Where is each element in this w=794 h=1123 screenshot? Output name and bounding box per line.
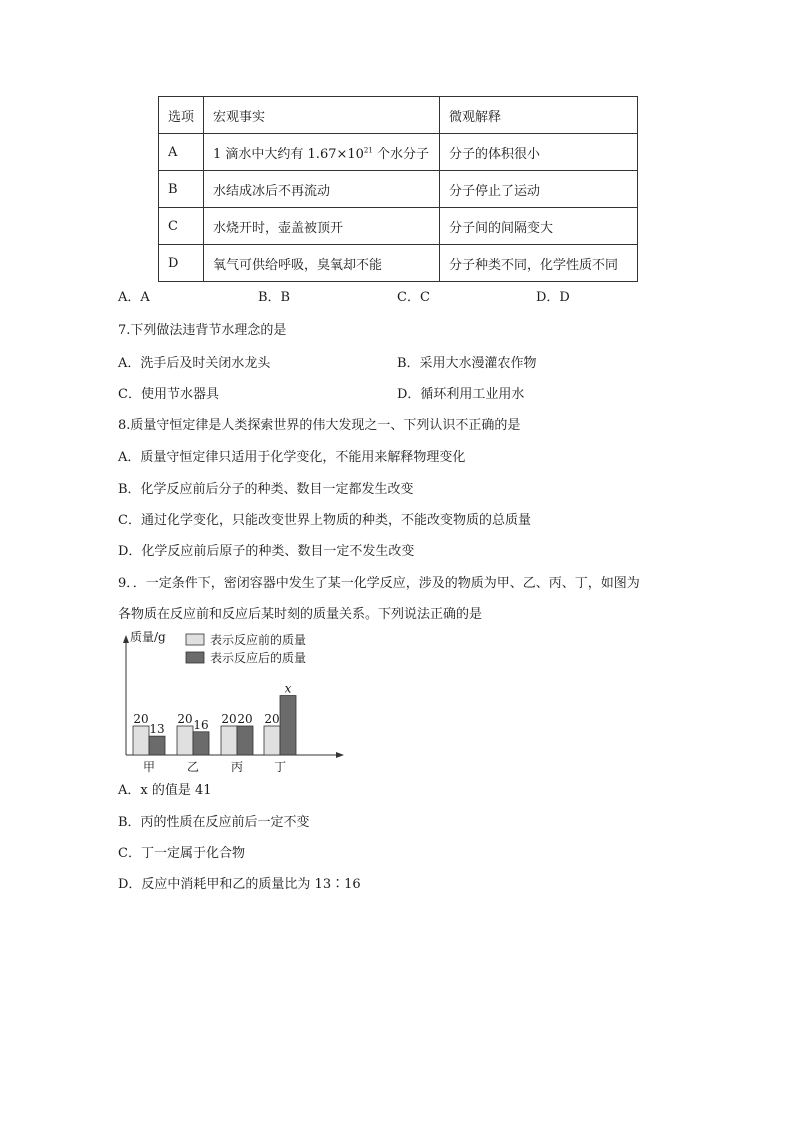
- x-axis-arrow-icon: [336, 752, 344, 758]
- category-label: 甲: [142, 760, 156, 774]
- table-cell-explanation: 分子的体积很小: [440, 134, 638, 171]
- bar: [177, 726, 193, 755]
- data-label: 20: [264, 712, 280, 726]
- q9-stem-line2: 各物质在反应前和反应后某时刻的质量关系。下列说法正确的是: [118, 607, 483, 622]
- y-axis-label: 质量/g: [130, 630, 166, 644]
- table-header-cell: 选项: [159, 97, 204, 134]
- bar: [264, 726, 280, 755]
- q7-option-a[interactable]: A．洗手后及时关闭水龙头: [118, 356, 271, 371]
- table-cell-explanation: 分子间的间隔变大: [440, 208, 638, 245]
- data-label: 13: [149, 722, 165, 737]
- table-cell-option: B: [159, 171, 204, 208]
- table-cell-fact: 水烧开时，壶盖被顶开: [204, 208, 440, 245]
- data-label: 20: [133, 712, 149, 726]
- bar: [237, 726, 253, 755]
- data-label: 16: [193, 717, 209, 732]
- table-cell-option: A: [159, 134, 204, 171]
- data-label: 20: [237, 712, 253, 726]
- q9-option-d[interactable]: D．反应中消耗甲和乙的质量比为 13∶16: [118, 877, 361, 892]
- legend-label: 表示反应后的质量: [210, 651, 307, 665]
- bar: [193, 732, 209, 755]
- q6-option-d[interactable]: D．D: [536, 290, 570, 305]
- q9-option-b[interactable]: B．丙的性质在反应前后一定不变: [118, 815, 310, 830]
- fact-text: 个水分子: [372, 146, 429, 162]
- q7-option-b[interactable]: B．采用大水漫灌农作物: [397, 356, 537, 371]
- mass-bar-chart: [118, 625, 358, 777]
- y-axis-arrow-icon: [123, 635, 129, 643]
- table-cell-fact: 氧气可供给呼吸，臭氧却不能: [204, 245, 440, 282]
- table-cell-fact: [204, 134, 440, 171]
- table-cell-explanation: 分子种类不同，化学性质不同: [440, 245, 638, 282]
- q9-option-a[interactable]: A．x 的值是 41: [118, 783, 212, 798]
- q8-option-b[interactable]: B．化学反应前后分子的种类、数目一定都发生改变: [118, 482, 414, 497]
- q8-option-c[interactable]: C．通过化学变化，只能改变世界上物质的种类，不能改变物质的总质量: [118, 513, 531, 528]
- table-header-cell: 宏观事实: [204, 97, 440, 134]
- table-row: [159, 245, 638, 282]
- table-row: [159, 208, 638, 245]
- legend-swatch: [186, 634, 204, 645]
- q9-stem-line1: 9．．一定条件下，密闭容器中发生了某一化学反应，涉及的物质为甲、乙、丙、丁，如图为: [118, 576, 640, 591]
- data-label: 20: [221, 712, 237, 726]
- q6-option-b[interactable]: B．B: [258, 290, 291, 305]
- q7-option-d[interactable]: D．循环利用工业用水: [397, 387, 525, 402]
- legend-label: 表示反应前的质量: [210, 633, 307, 647]
- table-cell-explanation: 分子停止了运动: [440, 171, 638, 208]
- table-cell-option: C: [159, 208, 204, 245]
- q6-table: [158, 96, 638, 282]
- q6-option-a[interactable]: A．A: [118, 290, 150, 305]
- category-label: 乙: [186, 760, 200, 774]
- table-row: [159, 171, 638, 208]
- q8-stem: 8.质量守恒定律是人类探索世界的伟大发现之一、下列认识不正确的是: [118, 418, 521, 433]
- category-label: 丁: [273, 760, 287, 774]
- q9-option-c[interactable]: C．丁一定属于化合物: [118, 846, 245, 861]
- category-label: 丙: [230, 760, 244, 774]
- fact-text: 1 滴水中大约有 1.67×10: [213, 146, 364, 162]
- table-header-cell: 微观解释: [440, 97, 638, 134]
- bar: [280, 696, 296, 755]
- bar: [149, 736, 165, 755]
- q8-option-a[interactable]: A．质量守恒定律只适用于化学变化，不能用来解释物理变化: [118, 450, 466, 465]
- data-label: 20: [177, 712, 193, 726]
- data-label: x: [284, 681, 292, 696]
- bar: [221, 726, 237, 755]
- table-cell-fact: 水结成冰后不再流动: [204, 171, 440, 208]
- q6-option-c[interactable]: C．C: [397, 290, 430, 305]
- bar: [133, 726, 149, 755]
- q7-option-c[interactable]: C．使用节水器具: [118, 387, 219, 402]
- q8-option-d[interactable]: D．化学反应前后原子的种类、数目一定不发生改变: [118, 544, 415, 559]
- legend-swatch: [186, 652, 204, 663]
- table-cell-option: D: [159, 245, 204, 282]
- exponent: 21: [363, 146, 373, 155]
- q7-stem: 7.下列做法违背节水理念的是: [118, 323, 287, 338]
- table-row: [159, 134, 638, 171]
- table-header-row: [159, 97, 638, 134]
